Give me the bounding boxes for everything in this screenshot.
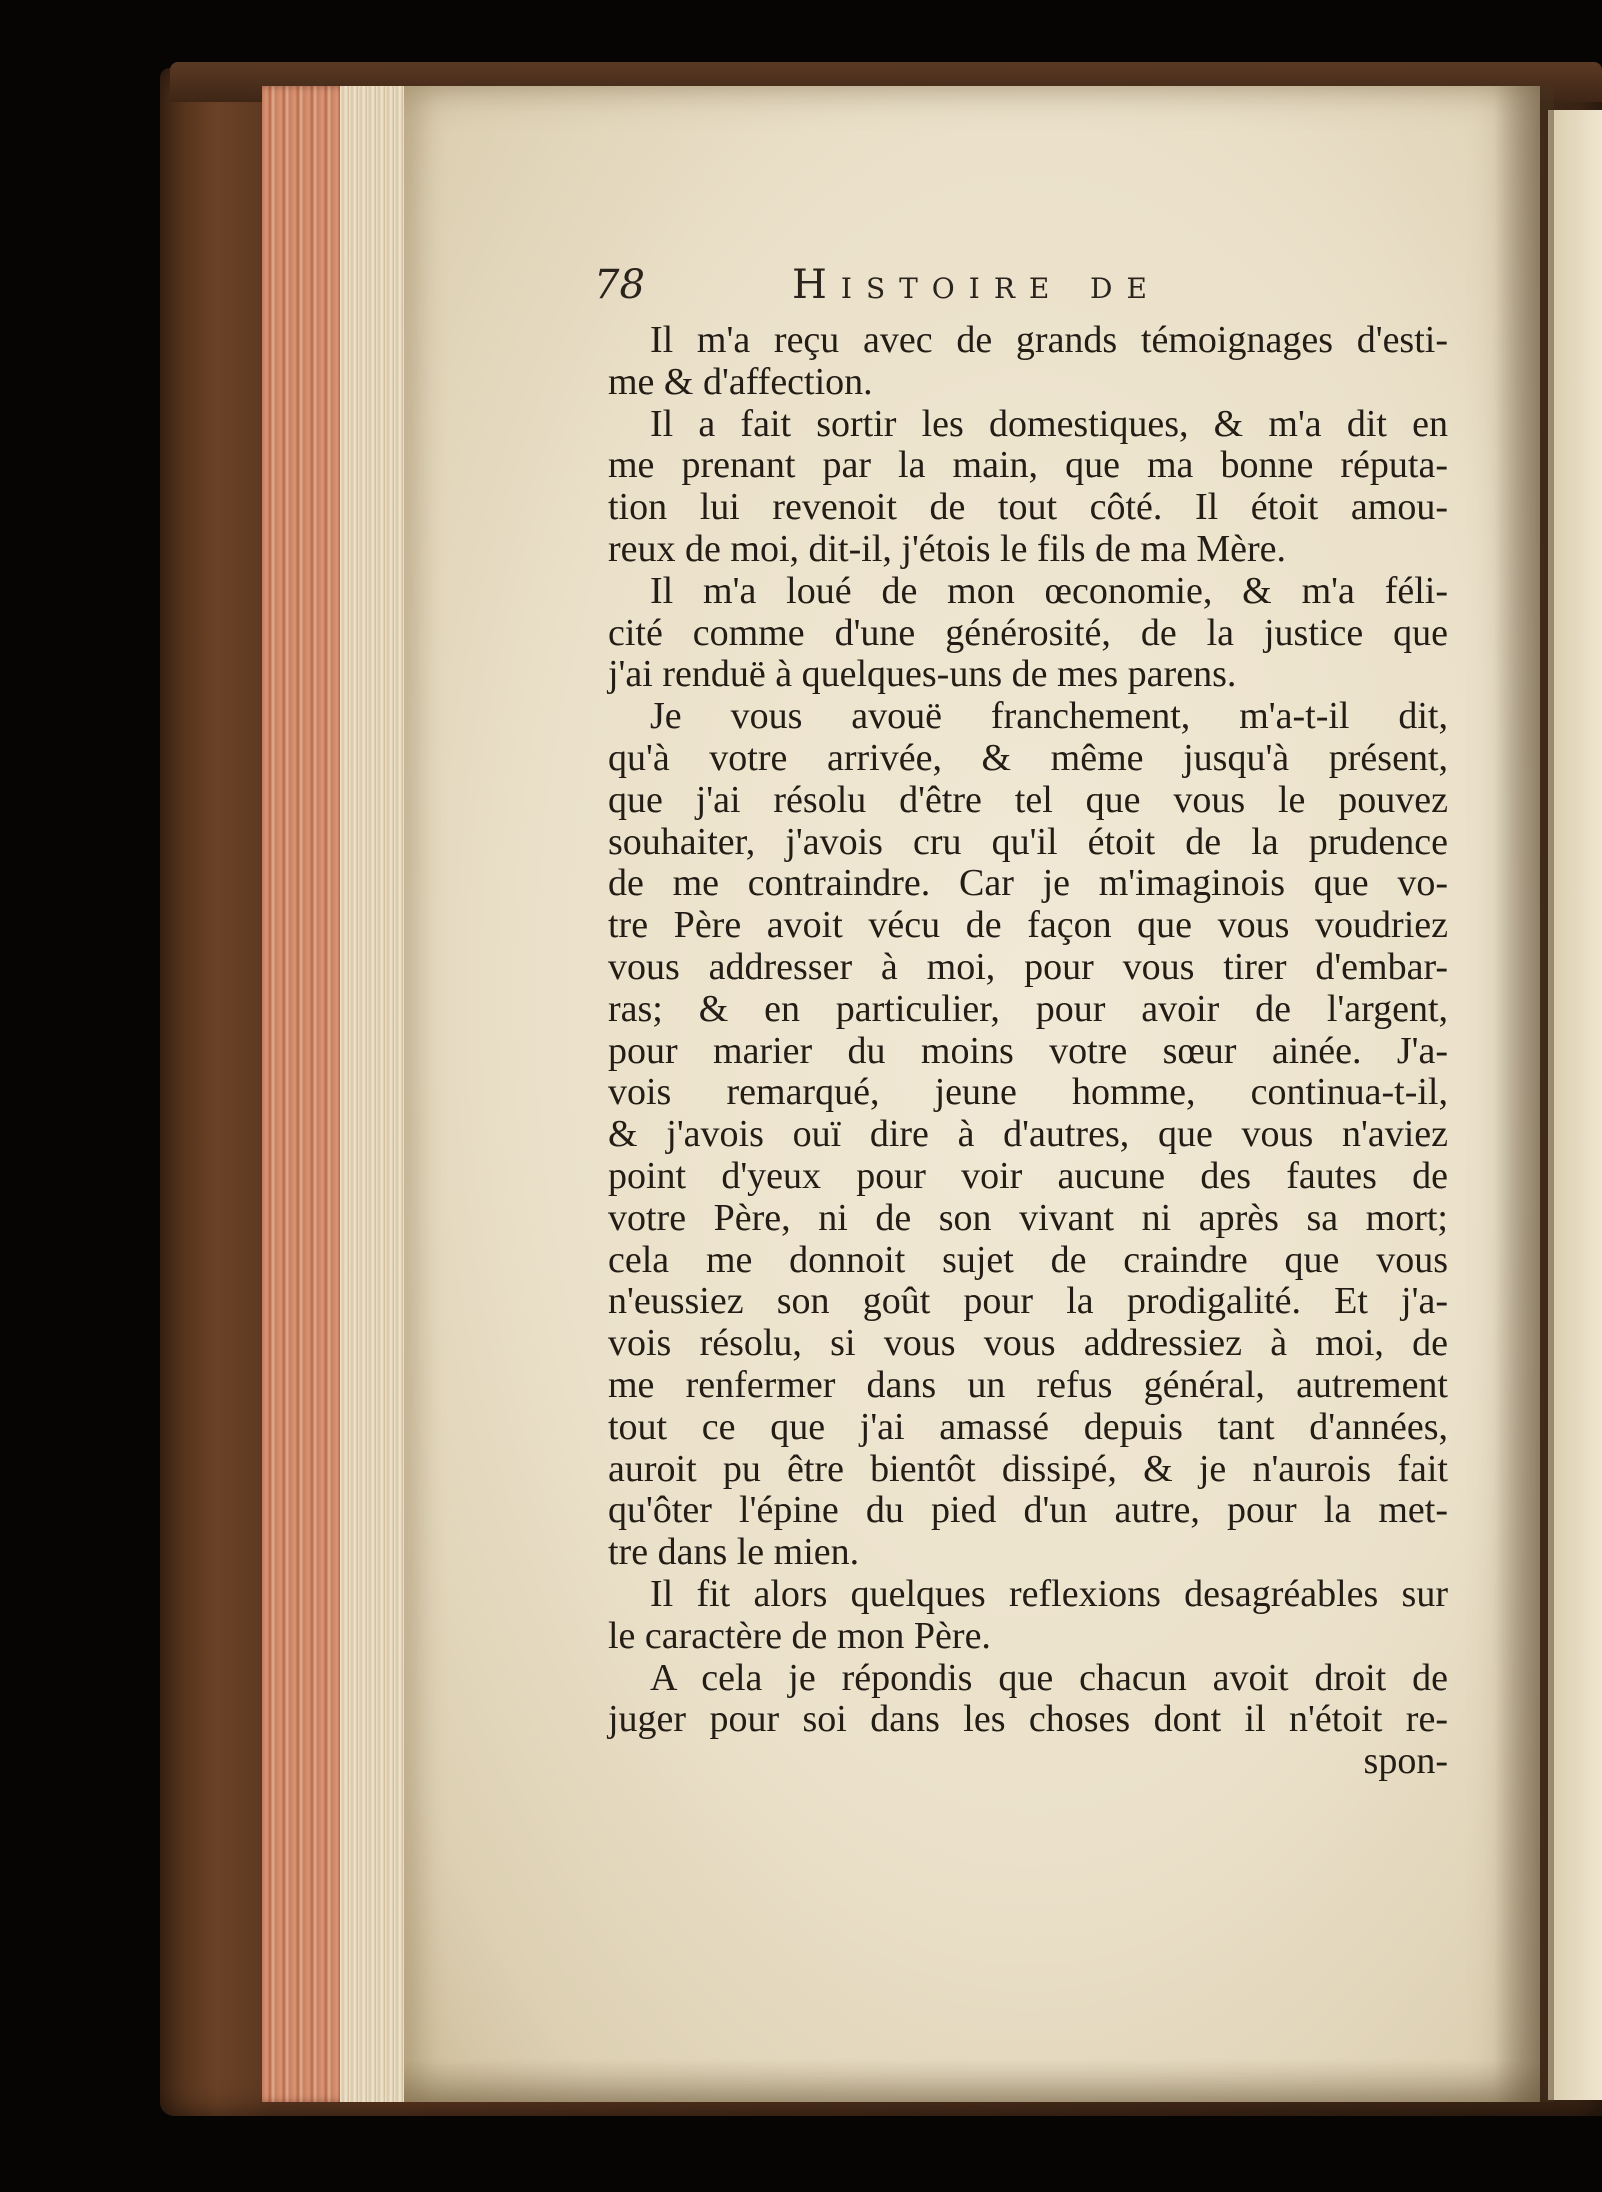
text-line: tre Père avoit vécu de façon que vous voudriez bbox=[608, 904, 1448, 947]
text-line: point d'yeux pour voir aucune des fautes de bbox=[608, 1154, 1448, 1197]
text-line: que j'ai résolu d'être tel que vous le pouvez bbox=[608, 778, 1448, 821]
facing-page-edge bbox=[1548, 110, 1602, 2100]
text-line: Il m'a reçu avec de grands témoignages d'esti- bbox=[650, 319, 1448, 361]
text-line: cela me donnoit sujet de craindre que vous bbox=[608, 1238, 1448, 1281]
text-line: pour marier du moins votre sœur ainée. J'a- bbox=[608, 1029, 1448, 1072]
text-line: de me contraindre. Car je m'imaginois que vo- bbox=[608, 862, 1448, 905]
text-line: souhaiter, j'avois cru qu'il étoit de la prudence bbox=[608, 820, 1448, 863]
text-line: ras; & en particulier, pour avoir de l'argent, bbox=[608, 987, 1448, 1030]
running-title: Histoire de bbox=[792, 262, 1161, 308]
text-line: qu'à votre arrivée, & même jusqu'à présent, bbox=[608, 736, 1448, 779]
text-line: & j'avois ouï dire à d'autres, que vous n'aviez bbox=[608, 1113, 1448, 1156]
text-line: n'eussiez son goût pour la prodigalité. Et j'a- bbox=[608, 1280, 1448, 1323]
text-line: cité comme d'une générosité, de la justice que bbox=[608, 611, 1448, 654]
body-text bbox=[608, 320, 1448, 1783]
running-head bbox=[594, 262, 1454, 322]
catchword: spon- bbox=[1363, 1740, 1448, 1783]
text-line: Il m'a loué de mon œconomie, & m'a féli- bbox=[650, 569, 1448, 612]
text-line: A cela je répondis que chacun avoit droit de bbox=[650, 1656, 1448, 1699]
text-line: reux de moi, dit-il, j'étois le fils de ma Mère. bbox=[608, 527, 1287, 570]
text-line: me prenant par la main, que ma bonne réputa- bbox=[608, 444, 1448, 487]
text-line: me renfermer dans un refus général, autrement bbox=[608, 1363, 1448, 1406]
text-line: Je vous avouë franchement, m'a-t-il dit, bbox=[650, 695, 1448, 738]
text-line: j'ai renduë à quelques-uns de mes parens. bbox=[608, 653, 1237, 696]
text-line: me & d'affection. bbox=[608, 360, 873, 403]
text-line: qu'ôter l'épine du pied d'un autre, pour la met- bbox=[608, 1489, 1448, 1532]
text-line: vois remarqué, jeune homme, continua-t-il, bbox=[608, 1071, 1448, 1114]
page-bottom-shadow bbox=[404, 2060, 1540, 2102]
text-line: juger pour soi dans les choses dont il n'étoit re- bbox=[608, 1698, 1448, 1741]
page-number: 78 bbox=[594, 262, 645, 308]
text-line: tout ce que j'ai amassé depuis tant d'années, bbox=[608, 1405, 1448, 1448]
text-line: vois résolu, si vous vous addressiez à moi, de bbox=[608, 1322, 1448, 1365]
text-line: Il fit alors quelques reflexions desagréables sur bbox=[650, 1572, 1448, 1615]
text-line: vous addresser à moi, pour vous tirer d'embar- bbox=[608, 945, 1448, 988]
page-gutter-shadow bbox=[1494, 86, 1554, 2102]
page-stack bbox=[340, 86, 404, 2102]
text-line: Il a fait sortir les domestiques, & m'a dit en bbox=[650, 402, 1448, 445]
text-line: tre dans le mien. bbox=[608, 1531, 860, 1574]
text-line: le caractère de mon Père. bbox=[608, 1614, 991, 1657]
text-line: votre Père, ni de son vivant ni après sa mort; bbox=[608, 1196, 1448, 1239]
text-line: auroit pu être bientôt dissipé, & je n'aurois fait bbox=[608, 1447, 1448, 1490]
text-line: tion lui revenoit de tout côté. Il étoit amou- bbox=[608, 486, 1448, 529]
